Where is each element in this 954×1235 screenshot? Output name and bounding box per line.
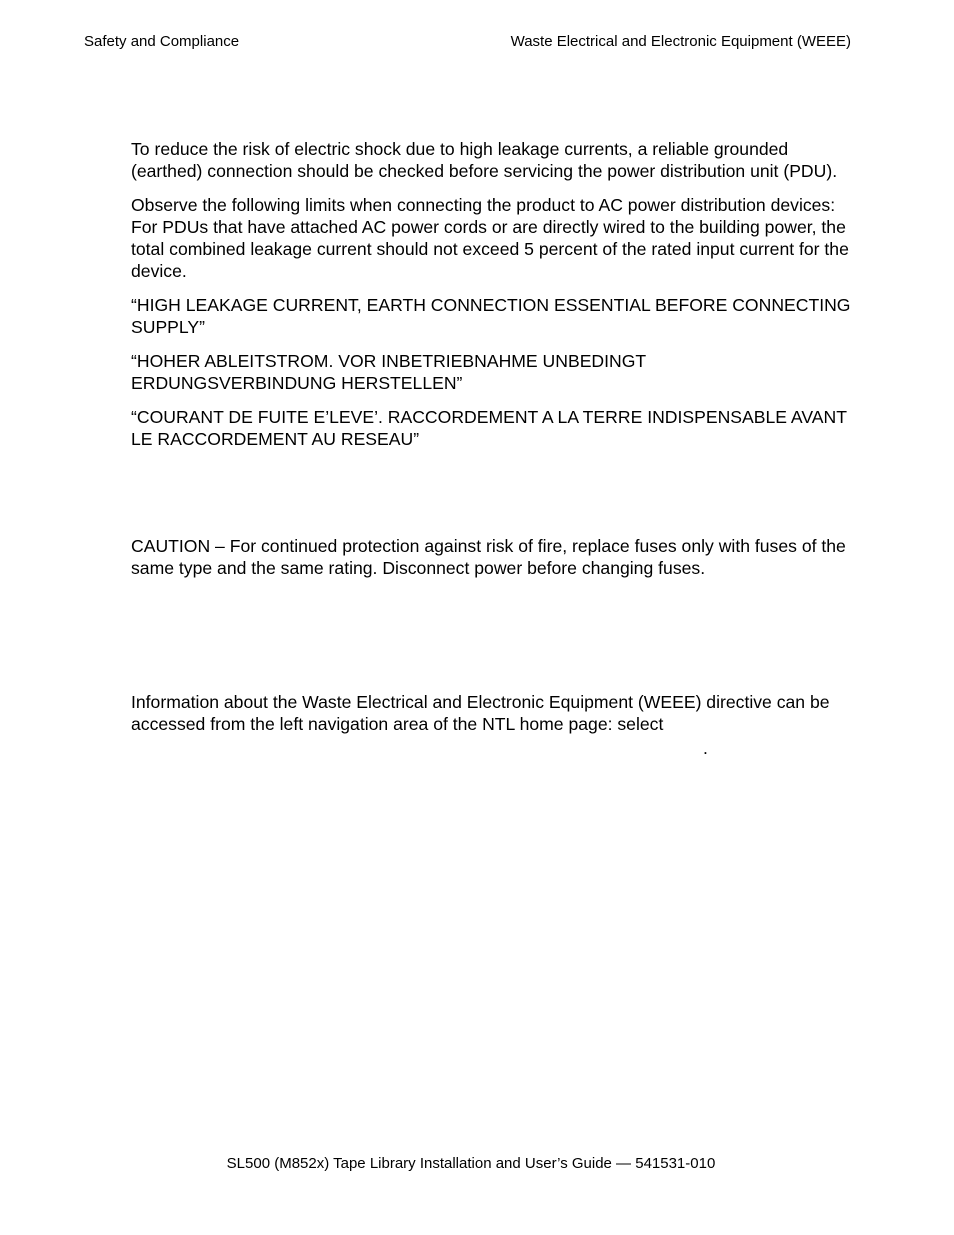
leakage-warning-english: “HIGH LEAKAGE CURRENT, EARTH CONNECTION ESSENTIAL BEFORE CONNECTING SUPPLY” [131,295,851,337]
leakage-current-section [131,138,856,450]
leakage-intro-paragraph: To reduce the risk of electric shock due to high leakage currents, a reliable grounded (earthed) connection should be checked before servicing the power distribution unit (PDU). [131,139,838,181]
footer-title: SL500 (M852x) Tape Library Installation and User’s Guide — 541531-010 [226,1155,716,1172]
weee-info-paragraph: Information about the Waste Electrical and Electronic Equipment (WEEE) directive can be accessed from the left navigation area of the NTL home page: select [131,692,830,734]
fuse-section [131,535,856,579]
leakage-warning-french: “COURANT DE FUITE E’LEVE’. RACCORDEMENT A LA TERRE INDISPENSABLE AVANT LE RACCORDEMENT AU RESEAU” [131,407,847,449]
weee-trailing-period: . [703,738,708,758]
running-header-chapter: Waste Electrical and Electronic Equipment (WEEE) [510,33,851,50]
fuse-caution-paragraph: CAUTION – For continued protection against risk of fire, replace fuses only with fuses of the same type and the same rating. Disconnect power before changing fuses. [131,536,846,578]
leakage-warning-german: “HOHER ABLEITSTROM. VOR INBETRIEBNAHME UNBEDINGT ERDUNGSVERBINDUNG HERSTELLEN” [131,351,646,393]
running-header-section: Safety and Compliance [84,33,240,50]
page-footer [0,1155,954,1173]
leakage-limits-paragraph: Observe the following limits when connecting the product to AC power distribution devices: For PDUs that have attached AC power cords or are directly wired to the building power, the total combined leakage current should not exceed 5 percent of the rated input current for the device. [131,195,849,281]
weee-section [131,691,856,735]
